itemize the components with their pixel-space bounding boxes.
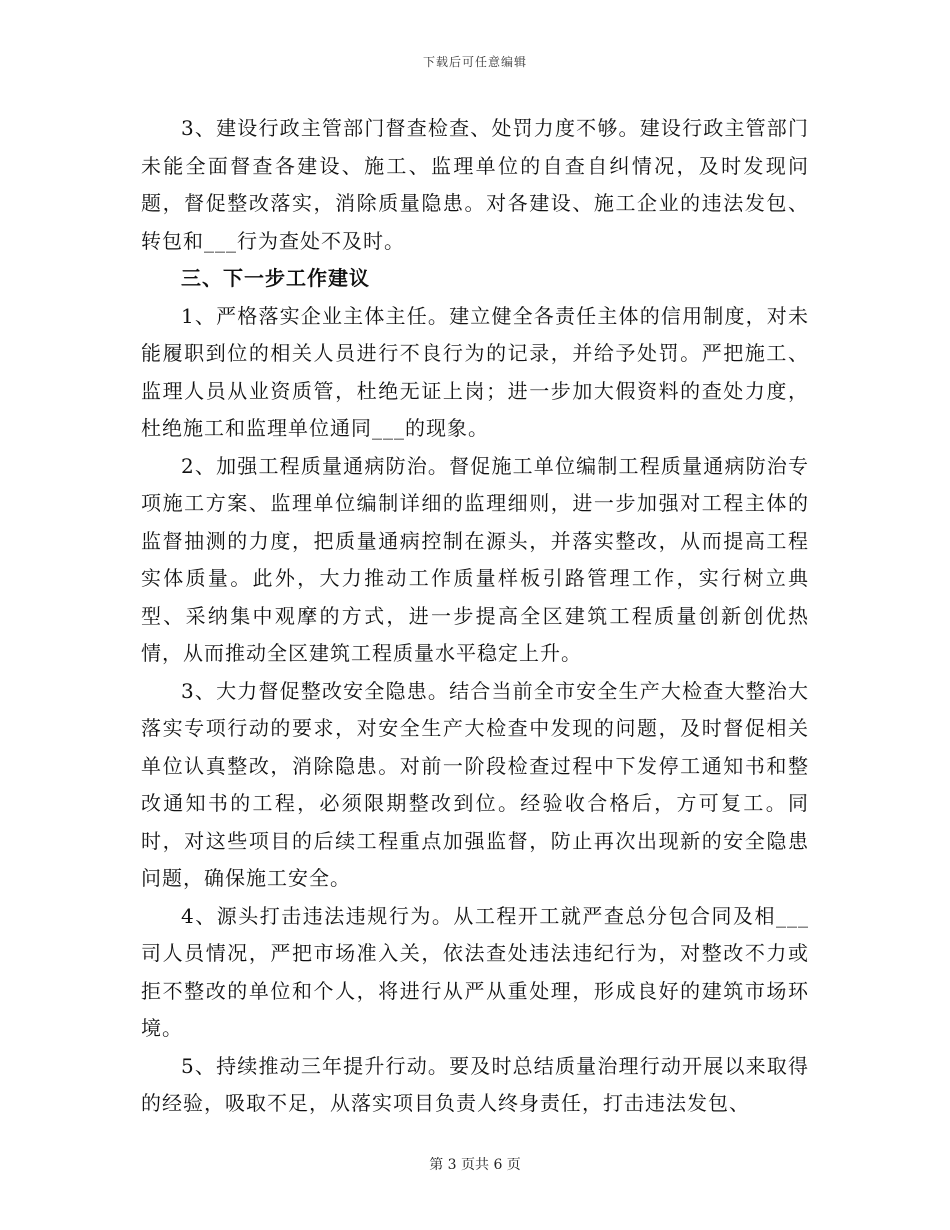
- paragraph-3-safety-hazards: 3、大力督促整改安全隐患。结合当前全市安全生产大检查大整治大落实专项行动的要求，对安全生产大检查中发现的问题，及时督促相关单位认真整改，消除隐患。对前一阶段检查过程中下发停工通知书和整改通知书的工程，必须限期整改到位。经验收合格后，方可复工。同时，对这些项目的后续工程重点加强监督，防止再次出现新的安全隐患问题，确保施工安全。: [141, 678, 809, 890]
- paragraph-4-illegal-conduct: 4、源头打击违法违规行为。从工程开工就严查总分包合同及相___司人员情况，严把市场准入关，依法查处违法违纪行为，对整改不力或拒不整改的单位和个人，将进行从严从重处理，形成良好的建筑市场环境。: [141, 903, 809, 1040]
- paragraph-3-supervision: 3、建设行政主管部门督查检查、处罚力度不够。建设行政主管部门未能全面督查各建设、施工、监理单位的自查自纠情况，及时发现问题，督促整改落实，消除质量隐患。对各建设、施工企业的违法发包、转包和___行为查处不及时。: [141, 116, 809, 253]
- paragraph-1-enterprise-responsibility: 1、严格落实企业主体主任。建立健全各责任主体的信用制度，对未能履职到位的相关人员进行不良行为的记录，并给予处罚。严把施工、监理人员从业资质管，杜绝无证上岗；进一步加大假资料的查处力度，杜绝施工和监理单位通同___的现象。: [141, 303, 809, 440]
- page-header: 下载后可任意编辑: [422, 55, 527, 69]
- section-heading-next-steps: 三、下一步工作建议: [181, 266, 370, 290]
- paragraph-2-quality-defects: 2、加强工程质量通病防治。督促施工单位编制工程质量通病防治专项施工方案、监理单位编制详细的监理细则，进一步加强对工程主体的监督抽测的力度，把质量通病控制在源头，并落实整改，从而提高工程实体质量。此外，大力推动工作质量样板引路管理工作，实行树立典型、采纳集中观摩的方式，进一步提高全区建筑工程质量创新创优热情，从而推动全区建筑工程质量水平稳定上升。: [141, 453, 809, 665]
- page-footer: 第 3 页共 6 页: [429, 1157, 521, 1173]
- document-body: [141, 110, 809, 1123]
- paragraph-5-three-year-action: 5、持续推动三年提升行动。要及时总结质量治理行动开展以来取得的经验，吸取不足，从落实项目负责人终身责任，打击违法发包、: [141, 1053, 809, 1115]
